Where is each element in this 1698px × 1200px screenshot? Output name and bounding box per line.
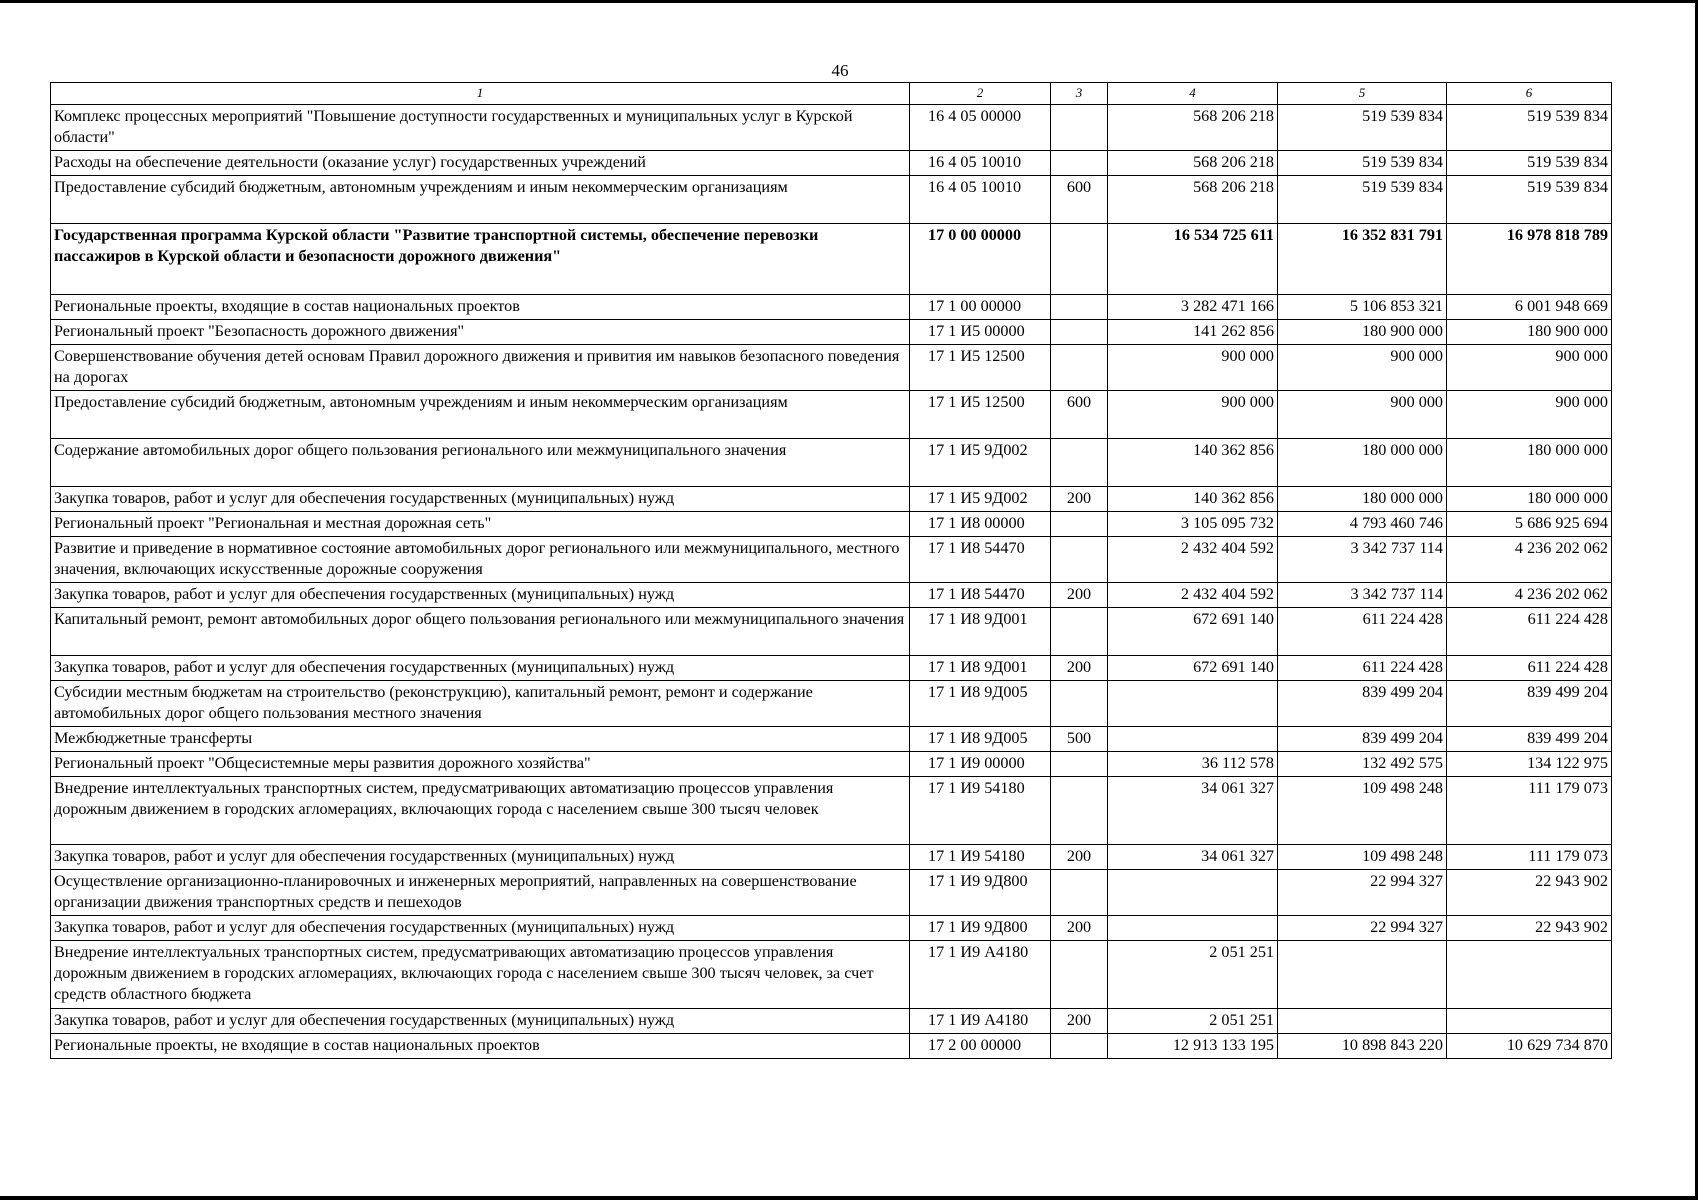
cell-code: 17 1 И8 54470 xyxy=(910,583,1051,608)
table-row xyxy=(51,512,1612,537)
table-row xyxy=(51,224,1612,295)
cell-value-2: 10 898 843 220 xyxy=(1278,1034,1447,1059)
cell-value-2: 839 499 204 xyxy=(1278,681,1447,727)
cell-vr xyxy=(1051,105,1108,151)
table-row xyxy=(51,487,1612,512)
cell-vr: 200 xyxy=(1051,916,1108,941)
table-row xyxy=(51,777,1612,845)
cell-vr xyxy=(1051,870,1108,916)
cell-code: 17 1 И8 9Д005 xyxy=(910,681,1051,727)
cell-name: Закупка товаров, работ и услуг для обеспечения государственных (муниципальных) нужд xyxy=(51,845,910,870)
cell-value-3: 180 000 000 xyxy=(1447,487,1612,512)
cell-value-3: 134 122 975 xyxy=(1447,752,1612,777)
column-header-value-2: 5 xyxy=(1278,83,1447,105)
cell-code: 17 1 И9 54180 xyxy=(910,777,1051,845)
cell-name: Совершенствование обучения детей основам Правил дорожного движения и привития им навыков безопасного поведения на дорогах xyxy=(51,345,910,391)
cell-vr xyxy=(1051,608,1108,656)
cell-code: 16 4 05 10010 xyxy=(910,151,1051,176)
cell-value-1: 16 534 725 611 xyxy=(1108,224,1278,295)
cell-value-2: 109 498 248 xyxy=(1278,845,1447,870)
cell-name: Закупка товаров, работ и услуг для обеспечения государственных (муниципальных) нужд xyxy=(51,1009,910,1034)
cell-value-2: 839 499 204 xyxy=(1278,727,1447,752)
cell-value-1: 140 362 856 xyxy=(1108,487,1278,512)
cell-value-2: 519 539 834 xyxy=(1278,176,1447,224)
cell-code: 17 1 И5 9Д002 xyxy=(910,487,1051,512)
page-frame-bottom xyxy=(0,1196,1698,1200)
cell-name: Предоставление субсидий бюджетным, автономным учреждениям и иным некоммерческим организациям xyxy=(51,176,910,224)
cell-vr: 500 xyxy=(1051,727,1108,752)
cell-code: 16 4 05 10010 xyxy=(910,176,1051,224)
budget-table xyxy=(50,82,1612,1059)
cell-value-2: 109 498 248 xyxy=(1278,777,1447,845)
cell-code: 17 1 И8 9Д001 xyxy=(910,656,1051,681)
cell-vr: 600 xyxy=(1051,176,1108,224)
cell-value-1: 34 061 327 xyxy=(1108,777,1278,845)
page-frame-top xyxy=(0,0,1698,3)
cell-value-3: 5 686 925 694 xyxy=(1447,512,1612,537)
cell-name: Региональные проекты, входящие в состав национальных проектов xyxy=(51,295,910,320)
cell-name: Закупка товаров, работ и услуг для обеспечения государственных (муниципальных) нужд xyxy=(51,487,910,512)
cell-value-1: 2 051 251 xyxy=(1108,1009,1278,1034)
table-row xyxy=(51,608,1612,656)
cell-vr: 200 xyxy=(1051,487,1108,512)
cell-vr xyxy=(1051,777,1108,845)
cell-code: 17 1 И8 9Д001 xyxy=(910,608,1051,656)
column-header-name: 1 xyxy=(51,83,910,105)
cell-name: Региональный проект "Общесистемные меры развития дорожного хозяйства" xyxy=(51,752,910,777)
cell-name: Региональные проекты, не входящие в состав национальных проектов xyxy=(51,1034,910,1059)
cell-name: Осуществление организационно-планировочных и инженерных мероприятий, направленных на совершенствование организации движения транспортных средств и пешеходов xyxy=(51,870,910,916)
table-row xyxy=(51,941,1612,1009)
cell-value-3 xyxy=(1447,1009,1612,1034)
cell-value-3: 519 539 834 xyxy=(1447,105,1612,151)
cell-name: Закупка товаров, работ и услуг для обеспечения государственных (муниципальных) нужд xyxy=(51,916,910,941)
cell-value-1: 568 206 218 xyxy=(1108,105,1278,151)
cell-value-2: 3 342 737 114 xyxy=(1278,537,1447,583)
column-header-value-3: 6 xyxy=(1447,83,1612,105)
cell-vr xyxy=(1051,295,1108,320)
cell-name: Региональный проект "Безопасность дорожного движения" xyxy=(51,320,910,345)
cell-vr xyxy=(1051,752,1108,777)
cell-value-1 xyxy=(1108,870,1278,916)
cell-code: 17 1 И9 9Д800 xyxy=(910,870,1051,916)
cell-value-1: 672 691 140 xyxy=(1108,608,1278,656)
cell-name: Капитальный ремонт, ремонт автомобильных дорог общего пользования регионального или межмуниципального значения xyxy=(51,608,910,656)
cell-name: Комплекс процессных мероприятий "Повышение доступности государственных и муниципальных услуг в Курской области" xyxy=(51,105,910,151)
cell-value-1: 568 206 218 xyxy=(1108,151,1278,176)
cell-code: 17 1 И9 00000 xyxy=(910,752,1051,777)
cell-name: Внедрение интеллектуальных транспортных систем, предусматривающих автоматизацию процессов управления дорожным движением в городских агломерациях, включающих города с населением свыше 300 тысяч человек, за счет средств областного бюджета xyxy=(51,941,910,1009)
cell-value-3: 900 000 xyxy=(1447,345,1612,391)
cell-value-1: 141 262 856 xyxy=(1108,320,1278,345)
table-row xyxy=(51,439,1612,487)
cell-name: Региональный проект "Региональная и местная дорожная сеть" xyxy=(51,512,910,537)
cell-value-2: 900 000 xyxy=(1278,391,1447,439)
cell-value-1: 900 000 xyxy=(1108,345,1278,391)
cell-value-3: 22 943 902 xyxy=(1447,870,1612,916)
cell-value-3: 16 978 818 789 xyxy=(1447,224,1612,295)
cell-value-3: 10 629 734 870 xyxy=(1447,1034,1612,1059)
cell-code: 17 1 И9 А4180 xyxy=(910,1009,1051,1034)
table-row xyxy=(51,752,1612,777)
cell-value-2: 16 352 831 791 xyxy=(1278,224,1447,295)
cell-value-3: 4 236 202 062 xyxy=(1447,583,1612,608)
cell-value-3: 611 224 428 xyxy=(1447,656,1612,681)
cell-vr: 200 xyxy=(1051,845,1108,870)
cell-code: 17 1 И8 00000 xyxy=(910,512,1051,537)
table-row xyxy=(51,537,1612,583)
table-row xyxy=(51,345,1612,391)
cell-value-1: 12 913 133 195 xyxy=(1108,1034,1278,1059)
cell-value-2: 180 000 000 xyxy=(1278,487,1447,512)
table-row xyxy=(51,916,1612,941)
cell-value-1 xyxy=(1108,916,1278,941)
cell-value-3: 180 900 000 xyxy=(1447,320,1612,345)
cell-value-2: 900 000 xyxy=(1278,345,1447,391)
cell-code: 16 4 05 00000 xyxy=(910,105,1051,151)
cell-value-2: 4 793 460 746 xyxy=(1278,512,1447,537)
cell-value-2: 5 106 853 321 xyxy=(1278,295,1447,320)
column-header-value-1: 4 xyxy=(1108,83,1278,105)
cell-value-1: 140 362 856 xyxy=(1108,439,1278,487)
cell-value-1: 568 206 218 xyxy=(1108,176,1278,224)
cell-vr xyxy=(1051,345,1108,391)
cell-value-3: 4 236 202 062 xyxy=(1447,537,1612,583)
cell-value-3: 839 499 204 xyxy=(1447,727,1612,752)
cell-value-2: 22 994 327 xyxy=(1278,916,1447,941)
cell-name: Содержание автомобильных дорог общего пользования регионального или межмуниципального значения xyxy=(51,439,910,487)
cell-vr xyxy=(1051,537,1108,583)
cell-code: 17 1 И9 54180 xyxy=(910,845,1051,870)
cell-vr xyxy=(1051,151,1108,176)
cell-value-3: 111 179 073 xyxy=(1447,777,1612,845)
cell-value-3: 519 539 834 xyxy=(1447,151,1612,176)
cell-value-2: 180 900 000 xyxy=(1278,320,1447,345)
budget-table-body xyxy=(51,83,1612,1059)
column-header-vr: 3 xyxy=(1051,83,1108,105)
cell-value-3: 900 000 xyxy=(1447,391,1612,439)
cell-value-1: 2 051 251 xyxy=(1108,941,1278,1009)
cell-name: Внедрение интеллектуальных транспортных систем, предусматривающих автоматизацию процессов управления дорожным движением в городских агломерациях, включающих города с населением свыше 300 тысяч человек xyxy=(51,777,910,845)
cell-vr: 200 xyxy=(1051,583,1108,608)
cell-vr: 200 xyxy=(1051,1009,1108,1034)
cell-vr xyxy=(1051,512,1108,537)
cell-vr xyxy=(1051,439,1108,487)
cell-value-2: 22 994 327 xyxy=(1278,870,1447,916)
table-row xyxy=(51,1009,1612,1034)
cell-value-2: 132 492 575 xyxy=(1278,752,1447,777)
cell-code: 17 1 И8 54470 xyxy=(910,537,1051,583)
table-row xyxy=(51,105,1612,151)
page-number: 46 xyxy=(831,61,849,80)
cell-value-3: 6 001 948 669 xyxy=(1447,295,1612,320)
cell-code: 17 1 И5 00000 xyxy=(910,320,1051,345)
cell-value-1: 2 432 404 592 xyxy=(1108,583,1278,608)
cell-value-2 xyxy=(1278,1009,1447,1034)
cell-code: 17 1 И5 12500 xyxy=(910,391,1051,439)
table-header-row xyxy=(51,83,1612,105)
cell-value-3: 611 224 428 xyxy=(1447,608,1612,656)
cell-value-2: 3 342 737 114 xyxy=(1278,583,1447,608)
cell-value-1 xyxy=(1108,727,1278,752)
cell-value-3: 22 943 902 xyxy=(1447,916,1612,941)
cell-value-3 xyxy=(1447,941,1612,1009)
cell-value-1: 900 000 xyxy=(1108,391,1278,439)
table-row xyxy=(51,320,1612,345)
cell-value-2: 180 000 000 xyxy=(1278,439,1447,487)
cell-code: 17 1 И9 А4180 xyxy=(910,941,1051,1009)
table-row xyxy=(51,391,1612,439)
cell-name: Субсидии местным бюджетам на строительство (реконструкцию), капитальный ремонт, ремонт и содержание автомобильных дорог общего пользования местного значения xyxy=(51,681,910,727)
cell-value-1: 672 691 140 xyxy=(1108,656,1278,681)
cell-value-1: 3 105 095 732 xyxy=(1108,512,1278,537)
cell-name: Межбюджетные трансферты xyxy=(51,727,910,752)
table-row xyxy=(51,727,1612,752)
cell-name: Закупка товаров, работ и услуг для обеспечения государственных (муниципальных) нужд xyxy=(51,656,910,681)
cell-vr: 200 xyxy=(1051,656,1108,681)
cell-name: Государственная программа Курской области "Развитие транспортной системы, обеспечение перевозки пассажиров в Курской области и безопасности дорожного движения" xyxy=(51,224,910,295)
cell-value-1: 3 282 471 166 xyxy=(1108,295,1278,320)
cell-vr xyxy=(1051,941,1108,1009)
cell-code: 17 0 00 00000 xyxy=(910,224,1051,295)
cell-code: 17 1 И8 9Д005 xyxy=(910,727,1051,752)
table-row xyxy=(51,151,1612,176)
table-row xyxy=(51,583,1612,608)
cell-value-2: 611 224 428 xyxy=(1278,608,1447,656)
cell-value-2: 611 224 428 xyxy=(1278,656,1447,681)
table-row xyxy=(51,1034,1612,1059)
cell-value-3: 839 499 204 xyxy=(1447,681,1612,727)
cell-name: Расходы на обеспечение деятельности (оказание услуг) государственных учреждений xyxy=(51,151,910,176)
table-row xyxy=(51,845,1612,870)
cell-value-2: 519 539 834 xyxy=(1278,105,1447,151)
table-row xyxy=(51,656,1612,681)
table-row xyxy=(51,295,1612,320)
cell-value-3: 180 000 000 xyxy=(1447,439,1612,487)
cell-vr: 600 xyxy=(1051,391,1108,439)
cell-value-1: 36 112 578 xyxy=(1108,752,1278,777)
cell-code: 17 1 00 00000 xyxy=(910,295,1051,320)
cell-value-1: 34 061 327 xyxy=(1108,845,1278,870)
cell-value-2: 519 539 834 xyxy=(1278,151,1447,176)
cell-value-3: 519 539 834 xyxy=(1447,176,1612,224)
table-row xyxy=(51,870,1612,916)
table-row xyxy=(51,176,1612,224)
cell-value-1: 2 432 404 592 xyxy=(1108,537,1278,583)
column-header-code: 2 xyxy=(910,83,1051,105)
cell-value-2 xyxy=(1278,941,1447,1009)
cell-name: Закупка товаров, работ и услуг для обеспечения государственных (муниципальных) нужд xyxy=(51,583,910,608)
cell-code: 17 1 И9 9Д800 xyxy=(910,916,1051,941)
cell-name: Предоставление субсидий бюджетным, автономным учреждениям и иным некоммерческим организациям xyxy=(51,391,910,439)
cell-value-1 xyxy=(1108,681,1278,727)
cell-value-3: 111 179 073 xyxy=(1447,845,1612,870)
cell-vr xyxy=(1051,224,1108,295)
table-row xyxy=(51,681,1612,727)
cell-name: Развитие и приведение в нормативное состояние автомобильных дорог регионального или межмуниципального, местного значения, включающих искусственные дорожные сооружения xyxy=(51,537,910,583)
cell-code: 17 2 00 00000 xyxy=(910,1034,1051,1059)
cell-vr xyxy=(1051,320,1108,345)
cell-code: 17 1 И5 12500 xyxy=(910,345,1051,391)
cell-vr xyxy=(1051,681,1108,727)
cell-code: 17 1 И5 9Д002 xyxy=(910,439,1051,487)
cell-vr xyxy=(1051,1034,1108,1059)
